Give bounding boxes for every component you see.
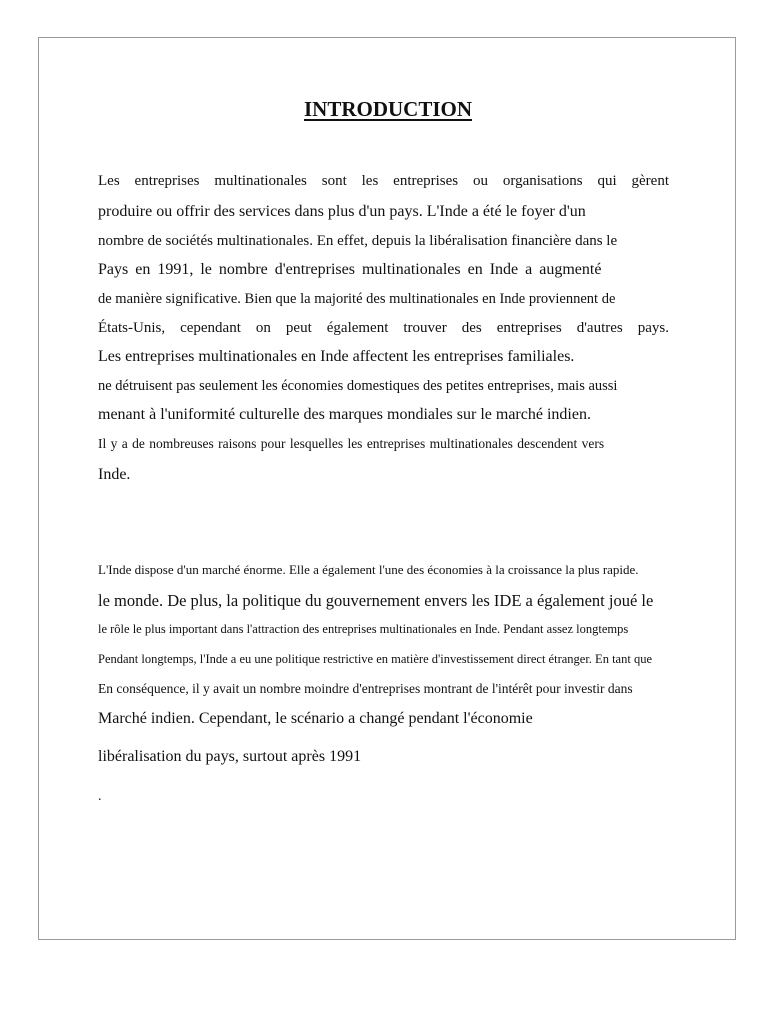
paragraph-2-line-2: le monde. De plus, la politique du gouvernement envers les IDE a également joué le — [98, 591, 654, 610]
paragraph-1-line-2: produire ou offrir des services dans plus d'un pays. L'Inde a été le foyer d'un — [98, 203, 586, 220]
paragraph-2-line-6: Marché indien. Cependant, le scénario a changé pendant l'économie — [98, 710, 533, 727]
paragraph-2-line-7: libéralisation du pays, surtout après 1991 — [98, 748, 362, 765]
paragraph-1-line-5: de manière significative. Bien que la majorité des multinationales en Inde proviennent de — [98, 291, 616, 307]
paragraph-1-line-3: nombre de sociétés multinationales. En effet, depuis la libéralisation financière dans le — [98, 233, 618, 249]
paragraph-1-line-1: Les entreprises multinationales sont les entreprises ou organisations qui gèrent — [98, 173, 669, 189]
paragraph-2-line-5: En conséquence, il y avait un nombre moindre d'entreprises montrant de l'intérêt pour investir dans — [98, 681, 633, 696]
paragraph-1-line-9: menant à l'uniformité culturelle des marques mondiales sur le marché indien. — [98, 406, 591, 423]
document-page — [38, 37, 736, 940]
paragraph-1-line-4: Pays en 1991, le nombre d'entreprises multinationales en Inde a augmenté — [98, 261, 602, 278]
paragraph-1-line-10: Il y a de nombreuses raisons pour lesquelles les entreprises multinationales descendent vers — [98, 436, 605, 451]
paragraph-1-line-8: ne détruisent pas seulement les économies domestiques des petites entreprises, mais aussi — [98, 378, 618, 394]
paragraph-2-line-4: Pendant longtemps, l'Inde a eu une politique restrictive en matière d'investissement direct étranger. En tant que — [98, 652, 652, 666]
document-title: INTRODUCTION — [303, 97, 473, 121]
paragraph-2-line-1: L'Inde dispose d'un marché énorme. Elle a également l'une des économies à la croissance la plus rapide. — [98, 562, 639, 577]
paragraph-1-line-7: Les entreprises multinationales en Inde affectent les entreprises familiales. — [98, 348, 575, 365]
paragraph-2-line-3: le rôle le plus important dans l'attraction des entreprises multinationales en Inde. Pendant assez longtemps — [98, 622, 629, 636]
paragraph-1-line-11: Inde. — [98, 466, 131, 483]
paragraph-2-line-8: . — [98, 789, 102, 804]
paragraph-1-line-6: États-Unis, cependant on peut également trouver des entreprises d'autres pays. — [98, 320, 669, 336]
